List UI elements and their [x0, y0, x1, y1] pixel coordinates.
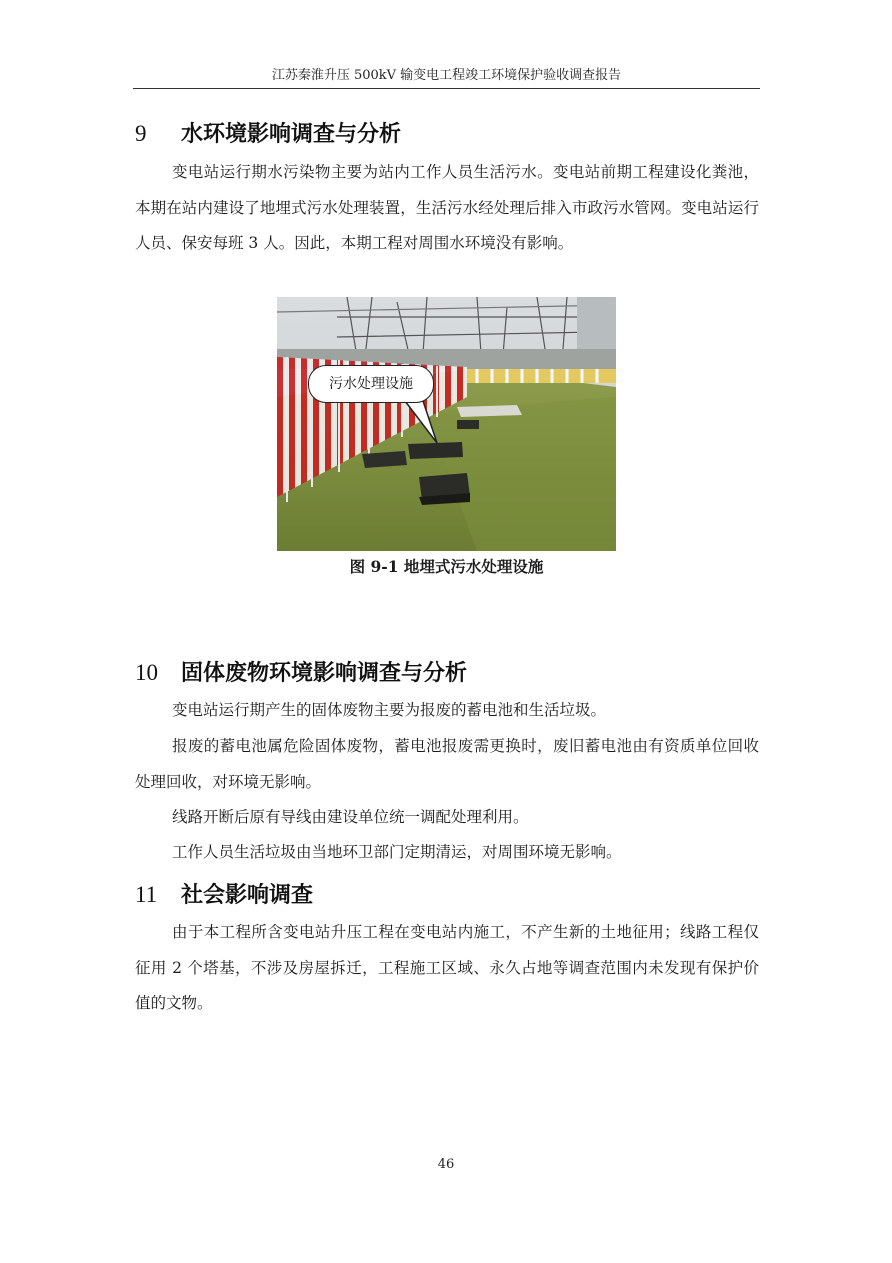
sewage-facility-callout: 污水处理设施 — [308, 365, 434, 403]
section-9-number: 9 — [135, 121, 147, 146]
section-11-title: 社会影响调查 — [181, 883, 314, 908]
section-10-title: 固体废物环境影响调查与分析 — [181, 661, 468, 686]
page-number: 46 — [437, 1157, 455, 1172]
section-9-heading — [135, 117, 401, 148]
figure-9-1-caption: 图 9-1 地埋式污水处理设施 — [349, 557, 544, 576]
section-11-number: 11 — [135, 882, 158, 907]
sewage-facility-photo — [277, 297, 616, 551]
section-11-heading — [135, 878, 313, 909]
section-10-paragraph-2: 报废的蓄电池属危险固体废物，蓄电池报废需更换时，废旧蓄电池由有资质单位回收处理回收，对环境无影响。 — [135, 737, 759, 791]
section-9-title: 水环境影响调查与分析 — [181, 122, 402, 147]
section-10-paragraph-4: 工作人员生活垃圾由当地环卫部门定期清运，对周围环境无影响。 — [172, 843, 622, 861]
section-10-paragraph-1: 变电站运行期产生的固体废物主要为报废的蓄电池和生活垃圾。 — [172, 701, 607, 719]
section-10-heading — [135, 656, 467, 687]
running-header: 江苏秦淮升压 500kV 输变电工程竣工环境保护验收调查报告 — [133, 64, 760, 89]
section-10-paragraph-3: 线路开断后原有导线由建设单位统一调配处理利用。 — [172, 808, 529, 826]
section-10-number: 10 — [135, 660, 158, 685]
section-11-paragraph: 由于本工程所含变电站升压工程在变电站内施工，不产生新的土地征用；线路工程仅征用 2 个塔基，不涉及房屋拆迁，工程施工区域、永久占地等调查范围内未发现有保护价值的文物。 — [135, 923, 759, 1012]
section-9-paragraph: 变电站运行期水污染物主要为站内工作人员生活污水。变电站前期工程建设化粪池，本期在站内建设了地埋式污水处理装置，生活污水经处理后排入市政污水管网。变电站运行人员、保安每班 3 人。因此，本期工程对周围水环境没有影响。 — [135, 163, 759, 252]
